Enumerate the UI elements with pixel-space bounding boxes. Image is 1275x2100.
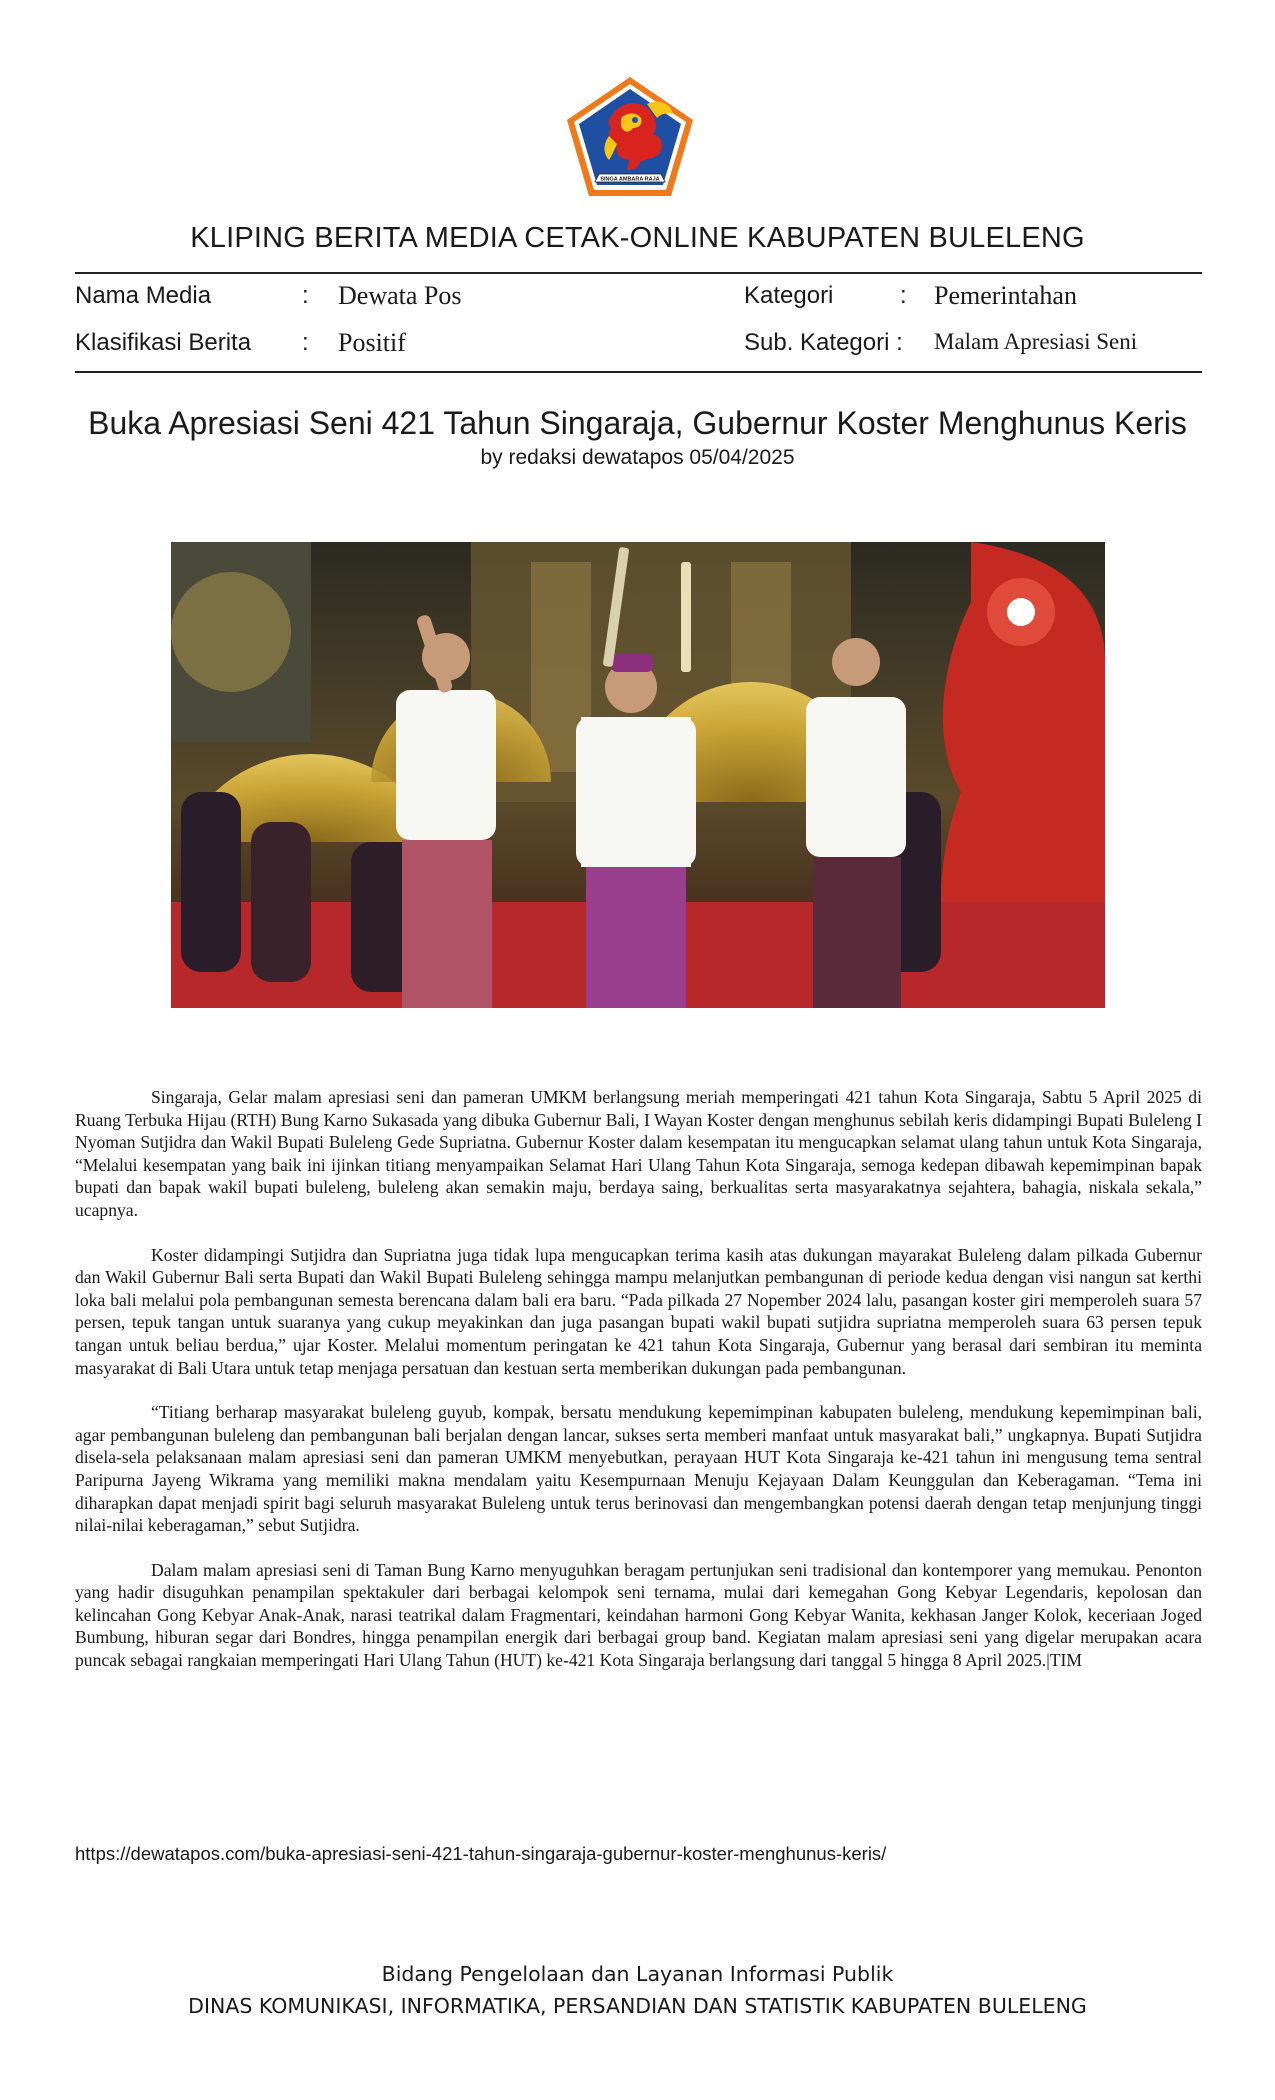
footer-agency: DINAS KOMUNIKASI, INFORMATIKA, PERSANDIAN DAN STATISTIK KABUPATEN BULELENG <box>188 1994 1087 2018</box>
article-photo <box>171 542 1105 1008</box>
article-paragraph: “Titiang berharap masyarakat buleleng guyub, kompak, bersatu mendukung kepemimpinan kabupaten buleleng, mendukung kepemimpinan bali, agar pembangunan buleleng dan pembangunan bali berjalan dengan lancar, sukses serta memberi manfaat untuk masyarakat bali,” ungkapnya. Bupati Sutjidra disela-sela pelaksanaan malam apresiasi seni dan pameran UMKM menyebutkan, perayaan HUT Kota Singaraja ke-421 tahun ini mengusung tema sentral Paripurna Jayeng Wikrama yang memiliki makna mendalam yaitu Kesempurnaan Menuju Kejayaan Dalam Keunggulan dan Keberagaman. “Tema ini diharapkan dapat menjadi spirit bagi seluruh masyarakat Buleleng untuk terus berinovasi dan mengembangkan potensi daerah dengan tetap menjunjung tinggi nilai-nilai keberagaman,” sebut Sutjidra. <box>75 1402 1202 1536</box>
bottom-rule <box>75 371 1202 373</box>
footer-department: Bidang Pengelolaan dan Layanan Informasi Publik <box>381 1962 894 1986</box>
article-paragraph: Koster didampingi Sutjidra dan Supriatna juga tidak lupa mengucapkan terima kasih atas dukungan mayarakat Buleleng dalam pilkada Gubernur dan Wakil Gubernur Bali serta Bupati dan Wakil Bupati Buleleng sehingga mampu melanjutkan pembangunan di periode kedua dengan visi nangun sat kerthi loka bali melalui pola pembangunan semesta berencana dalam bali era baru. “Pada pilkada 27 Nopember 2024 lalu, pasangan koster giri memperoleh suara 57 persen, tepuk tangan untuk suaranya yang cukup meyakinkan dan juga pasangan bupati wakil bupati sutjidra supriatna memperoleh suara 63 persen tepuk tangan untuk beliau berdua,” ujar Koster. Melalui momentum peringatan ke 421 tahun Kota Singaraja, Gubernur yang berasal dari sembiran itu meminta masyarakat di Bali Utara untuk tetap menjaga persatuan dan kestuan serta memberikan dukungan pada pembangunan. <box>75 1244 1202 1378</box>
nama-media-colon: : <box>302 282 309 309</box>
kategori-value: Pemerintahan <box>934 281 1077 310</box>
klasifikasi-label: Klasifikasi Berita <box>75 329 252 356</box>
article-title: Buka Apresiasi Seni 421 Tahun Singaraja, Gubernur Koster Menghunus Keris <box>88 405 1187 441</box>
buleleng-coat-of-arms-icon <box>563 74 697 200</box>
source-url-link[interactable]: https://dewatapos.com/buka-apresiasi-seni-421-tahun-singaraja-gubernur-koster-menghunus-keris/ <box>75 1843 887 1864</box>
nama-media-value: Dewata Pos <box>338 281 462 310</box>
article-byline: by redaksi dewatapos 05/04/2025 <box>480 446 795 469</box>
header-title: KLIPING BERITA MEDIA CETAK-ONLINE KABUPATEN BULELENG <box>190 222 1085 254</box>
top-rule <box>75 272 1202 274</box>
article-paragraph: Dalam malam apresiasi seni di Taman Bung Karno menyuguhkan beragam pertunjukan seni tradisional dan kontemporer yang memukau. Penonton yang hadir disuguhkan penampilan spektakuler dari berbagai kelompok seni ternama, mulai dari kemegahan Gong Kebyar Legendaris, kepolosan dan kelincahan Gong Kebyar Anak-Anak, narasi teatrikal dalam Fragmentari, keindahan harmoni Gong Kebyar Wanita, kekhasan Janger Kolok, keceriaan Joged Bumbung, hiburan segar dari Bondres, hingga penampilan energik dari berbagai group band. Kegiatan malam apresiasi seni yang digelar merupakan acara puncak sebagai rangkaian memperingati Hari Ulang Tahun (HUT) ke-421 Kota Singaraja berlangsung dari tanggal 5 hingga 8 April 2025.|TIM <box>75 1559 1202 1671</box>
sub-kategori-label: Sub. Kategori : <box>744 329 903 356</box>
kategori-label: Kategori <box>744 282 834 309</box>
sub-kategori-value: Malam Apresiasi Seni <box>934 329 1138 354</box>
klasifikasi-colon: : <box>302 329 309 356</box>
klasifikasi-value: Positif <box>338 328 406 357</box>
kategori-colon: : <box>900 282 907 309</box>
article-body <box>75 1086 1202 1694</box>
logo-caption: SINGA AMBARA RAJA <box>600 176 660 183</box>
article-paragraph: Singaraja, Gelar malam apresiasi seni dan pameran UMKM berlangsung meriah memperingati 421 tahun Kota Singaraja, Sabtu 5 April 2025 di Ruang Terbuka Hijau (RTH) Bung Karno Sukasada yang dibuka Gubernur Bali, I Wayan Koster dengan menghunus sebilah keris didampingi Bupati Buleleng I Nyoman Sutjidra dan Wakil Bupati Buleleng Gede Supriatna. Gubernur Koster dalam kesempatan itu mengucapkan selamat ulang tahun untuk Kota Singaraja, “Melalui kesempatan yang baik ini ijinkan titiang menyampaikan Selamat Hari Ulang Tahun Kota Singaraja, semoga kedepan dibawah kepemimpinan bapak bupati dan bapak wakil bupati buleleng, buleleng akan semakin maju, berdaya saing, berkualitas serta masyarakatnya sejahtera, bahagia, niskala sekala,” ucapnya. <box>75 1087 1202 1220</box>
nama-media-label: Nama Media <box>75 282 212 309</box>
